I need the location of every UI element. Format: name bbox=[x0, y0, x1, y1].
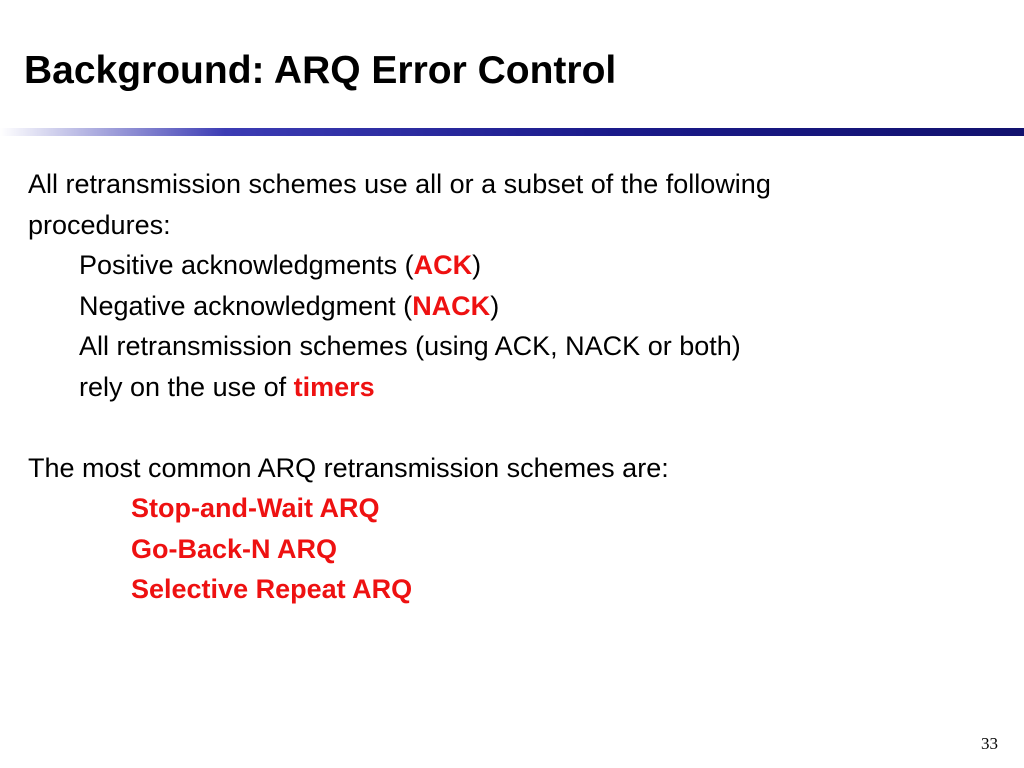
scheme-stop-and-wait: Stop-and-Wait ARQ bbox=[131, 493, 380, 523]
nack-item-prefix: Negative acknowledgment ( bbox=[79, 290, 413, 321]
ack-item-prefix: Positive acknowledgments ( bbox=[79, 250, 414, 280]
slide-title: Background: ARQ Error Control bbox=[24, 49, 617, 92]
slide-body bbox=[28, 164, 1008, 610]
timers-item-prefix: rely on the use of bbox=[79, 371, 294, 402]
timers-highlight: timers bbox=[293, 371, 375, 402]
scheme-go-back-n: Go-Back-N ARQ bbox=[131, 533, 338, 564]
timers-item-line-2 bbox=[28, 367, 1008, 408]
scheme-selective-repeat: Selective Repeat ARQ bbox=[131, 574, 413, 604]
nack-highlight: NACK bbox=[412, 290, 491, 321]
ack-item bbox=[28, 245, 1008, 286]
ack-item-suffix: ) bbox=[472, 250, 482, 280]
nack-item bbox=[28, 286, 1008, 327]
ack-highlight: ACK bbox=[413, 250, 473, 280]
title-divider bbox=[0, 128, 1024, 136]
spacer bbox=[28, 407, 1008, 448]
intro-line-1: All retransmission schemes use all or a subset of the following bbox=[28, 169, 771, 199]
intro-line-2: procedures: bbox=[28, 209, 171, 240]
nack-item-suffix: ) bbox=[490, 290, 500, 321]
timers-item-line-1: All retransmission schemes (using ACK, NACK or both) bbox=[79, 331, 741, 361]
slide-number: 33 bbox=[981, 734, 998, 753]
schemes-intro: The most common ARQ retransmission schemes are: bbox=[28, 452, 669, 483]
